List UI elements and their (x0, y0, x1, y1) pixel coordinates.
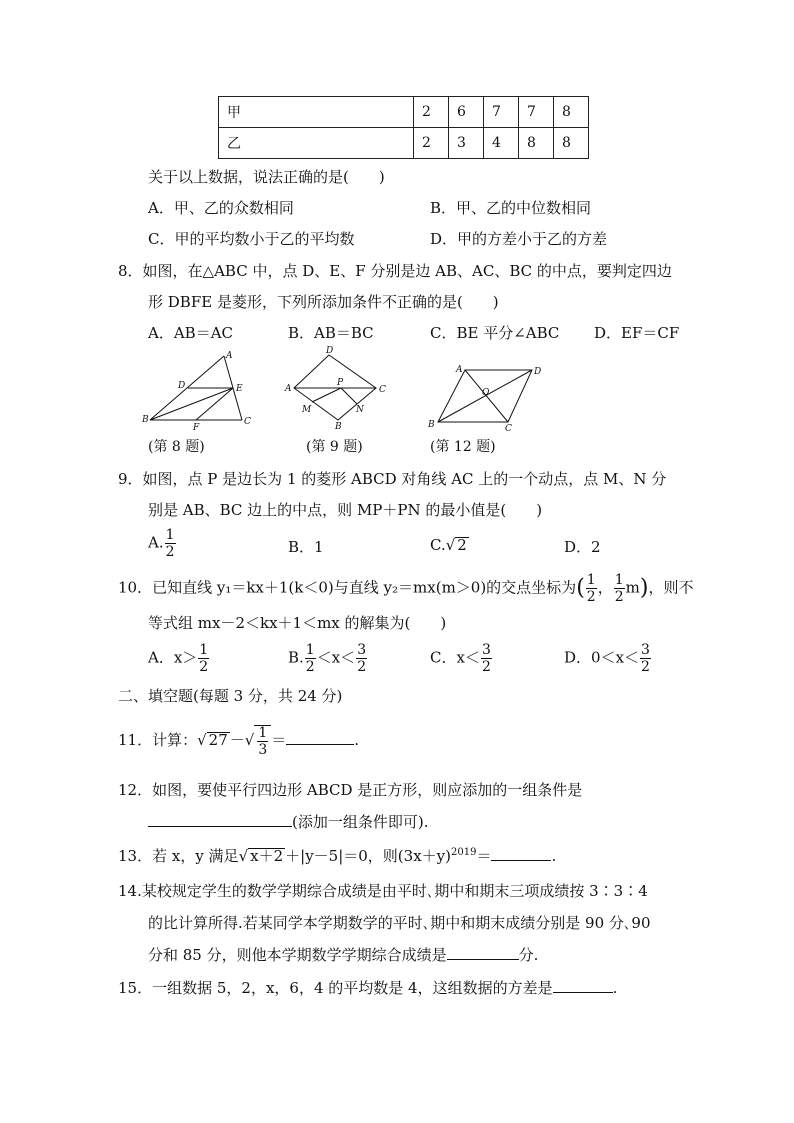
q8-line2: 形 DBFE 是菱形，下列所添加条件不正确的是( ) (148, 293, 499, 311)
denominator: 2 (481, 659, 491, 675)
fig8-label: E (236, 384, 243, 394)
section-title: 二、填空题(每题 3 分，共 24 分) (118, 687, 343, 705)
fig8-caption: (第 8 题) (148, 439, 205, 455)
q12-suffix: (添加一组条件即可). (292, 813, 429, 831)
table-cell: 4 (484, 128, 519, 159)
fig8-label: D (178, 381, 186, 391)
fig8-label: A (226, 351, 233, 361)
fig9-label: A (285, 384, 292, 394)
option-prefix: C．x＜ (430, 648, 480, 667)
q14-line3 (148, 948, 538, 963)
numerator: 1 (199, 642, 209, 658)
numerator: 1 (305, 642, 315, 658)
table-cell: 3 (449, 128, 484, 159)
radicand: 2 (457, 536, 467, 554)
fraction (481, 643, 492, 674)
q10-line1-b: ，则不 (648, 578, 694, 597)
q15-text: 15．一组数据 5，2，x，6，4 的平均数是 4，这组数据的方差是 (118, 979, 553, 997)
paren-open: ( (576, 575, 585, 601)
fig8-label: B (142, 415, 149, 425)
separator: ， (597, 578, 613, 597)
denominator: 2 (305, 659, 315, 675)
fig12-label: B (428, 420, 435, 430)
table-cell: 7 (484, 97, 519, 128)
radicand: 27 (208, 731, 228, 749)
denominator: 2 (199, 659, 209, 675)
q8-option-c: C．BE 平分∠ABC (430, 324, 560, 342)
period: . (551, 847, 557, 865)
q11-prefix: 11．计算： (118, 731, 198, 749)
fig8-label: C (244, 417, 251, 427)
q10-line1 (118, 573, 693, 604)
numerator: 3 (357, 642, 367, 658)
table-cell: 8 (554, 97, 589, 128)
figure-9 (282, 344, 394, 434)
q13-prefix: 13．若 x，y 满足 (118, 847, 239, 865)
q9-option-a (148, 528, 177, 559)
paren-close: ) (639, 575, 649, 601)
q13-middle: ＋|y－5|＝0，则(3x＋y) (285, 847, 451, 865)
answer-blank[interactable] (553, 992, 613, 993)
equals-sign: ＝ (271, 731, 287, 749)
table-cell: 2 (414, 128, 449, 159)
option-prefix: A．x＞ (148, 648, 198, 667)
q9-option-b: B．1 (288, 538, 324, 556)
var-m: m (625, 578, 640, 597)
q9-line1: 9．如图，点 P 是边长为 1 的菱形 ABCD 对角线 AC 上的一个动点，点 M、N 分 (118, 470, 667, 488)
period: . (354, 731, 360, 749)
inequality: ＜x＜ (316, 648, 356, 667)
numerator: 3 (481, 642, 491, 658)
table-row (219, 97, 589, 128)
fig9-label: N (356, 405, 364, 415)
option-prefix: D．0＜x＜ (564, 648, 640, 667)
table-cell: 7 (519, 97, 554, 128)
q7-option-a: A．甲、乙的众数相同 (148, 199, 294, 217)
q10-line1-a: 10．已知直线 y₁＝kx＋1(k＜0)与直线 y₂＝mx(m＞0)的交点坐标为 (118, 578, 577, 597)
q7-option-c: C．甲的平均数小于乙的平均数 (148, 230, 355, 248)
radicand: x＋2 (250, 847, 284, 865)
data-table (218, 96, 589, 159)
q10-option-c (430, 643, 493, 674)
q8-option-a: A．AB＝AC (148, 324, 233, 342)
row-name: 甲 (219, 97, 414, 128)
fig9-label: P (337, 378, 344, 388)
figure-12 (420, 358, 546, 434)
q10-option-b (288, 643, 368, 674)
denominator: 2 (586, 589, 596, 605)
q9-option-d: D．2 (564, 538, 601, 556)
fig12-label: C (505, 424, 512, 434)
q9-a-prefix: A. (148, 533, 164, 552)
fig8-label: F (193, 423, 200, 432)
fraction (198, 643, 209, 674)
numerator: 1 (586, 572, 596, 588)
q14-line3-suffix: 分. (518, 946, 539, 964)
q8-option-b: B．AB＝BC (288, 324, 374, 342)
table-row (219, 128, 589, 159)
fraction (356, 643, 367, 674)
table-cell: 8 (519, 128, 554, 159)
equals-sign: ＝ (476, 847, 492, 865)
denominator: 2 (614, 589, 624, 605)
fraction (640, 643, 651, 674)
fig9-label: D (326, 346, 334, 356)
q9-line2: 别是 AB、BC 边上的中点，则 MP＋PN 的最小值是( ) (148, 501, 543, 519)
q12-line1: 12．如图，要使平行四边形 ABCD 是正方形，则应添加的一组条件是 (118, 781, 583, 799)
table-cell: 8 (554, 128, 589, 159)
q7-option-b: B．甲、乙的中位数相同 (430, 199, 592, 217)
q8-line1: 8．如图，在△ABC 中，点 D、E、F 分别是边 AB、AC、BC 的中点，要判定四边 (118, 262, 672, 280)
q7-option-d: D．甲的方差小于乙的方差 (430, 230, 608, 248)
minus-sign: － (229, 731, 245, 749)
q10-option-a (148, 643, 210, 674)
denominator: 2 (357, 659, 367, 675)
fig12-label: A (456, 365, 463, 375)
fig9-label: C (379, 385, 386, 395)
table-cell: 2 (414, 97, 449, 128)
answer-blank[interactable] (286, 744, 354, 745)
q7-stem: 关于以上数据，说法正确的是( ) (148, 168, 385, 186)
q10-option-d (564, 643, 652, 674)
table-cell: 6 (449, 97, 484, 128)
denominator: 3 (258, 742, 268, 758)
numerator: 1 (165, 527, 175, 543)
q13: 13．若 x，y 满足√ x＋2 ＋|y－5|＝0，则$(3x+y)^{2019}=$ . (118, 847, 557, 865)
q14-line1: 14.某校规定学生的数学学期综合成绩是由平时､期中和期末三项成绩按 3∶3∶4 (118, 882, 648, 900)
q14-line3-prefix: 分和 85 分，则他本学期数学学期综合成绩是 (148, 946, 447, 964)
fig9-label: M (302, 405, 312, 415)
q11: 11．计算：√ 27 －√ $\frac{1}{3}$ ＝ . (118, 725, 360, 758)
q9-option-c: C.√ 2 (430, 536, 467, 554)
option-prefix: B. (288, 648, 304, 667)
numerator: 1 (614, 572, 624, 588)
fraction (586, 573, 597, 604)
fraction (614, 573, 625, 604)
numerator: 1 (258, 725, 268, 741)
answer-blank[interactable] (491, 860, 551, 861)
answer-blank[interactable] (447, 959, 519, 960)
q14-line2: 的比计算所得.若某同学本学期数学的平时､期中和期末成绩分别是 90 分､90 (148, 914, 651, 932)
fraction (305, 643, 316, 674)
fig12-caption: (第 12 题) (430, 439, 496, 455)
radicand-fraction (254, 725, 271, 757)
numerator: 3 (641, 642, 650, 658)
row-name: 乙 (219, 128, 414, 159)
fraction (165, 528, 176, 559)
denominator: 2 (641, 659, 650, 675)
fig9-label: B (335, 422, 342, 432)
fig9-caption: (第 9 题) (306, 439, 363, 455)
q8-option-d: D．EF＝CF (594, 324, 680, 342)
period: . (612, 979, 618, 997)
fig12-label: D (534, 367, 542, 377)
fraction (257, 726, 268, 757)
fig12-label: O (482, 388, 490, 398)
denominator: 2 (165, 544, 175, 560)
exponent: 2019 (451, 847, 477, 858)
q9-c-prefix: C. (430, 536, 446, 554)
answer-blank[interactable] (148, 826, 292, 827)
q15 (118, 981, 617, 996)
figure-8 (140, 348, 265, 432)
q10-line2: 等式组 mx－2＜kx＋1＜mx 的解集为( ) (148, 614, 447, 632)
q12-line2 (148, 815, 428, 830)
